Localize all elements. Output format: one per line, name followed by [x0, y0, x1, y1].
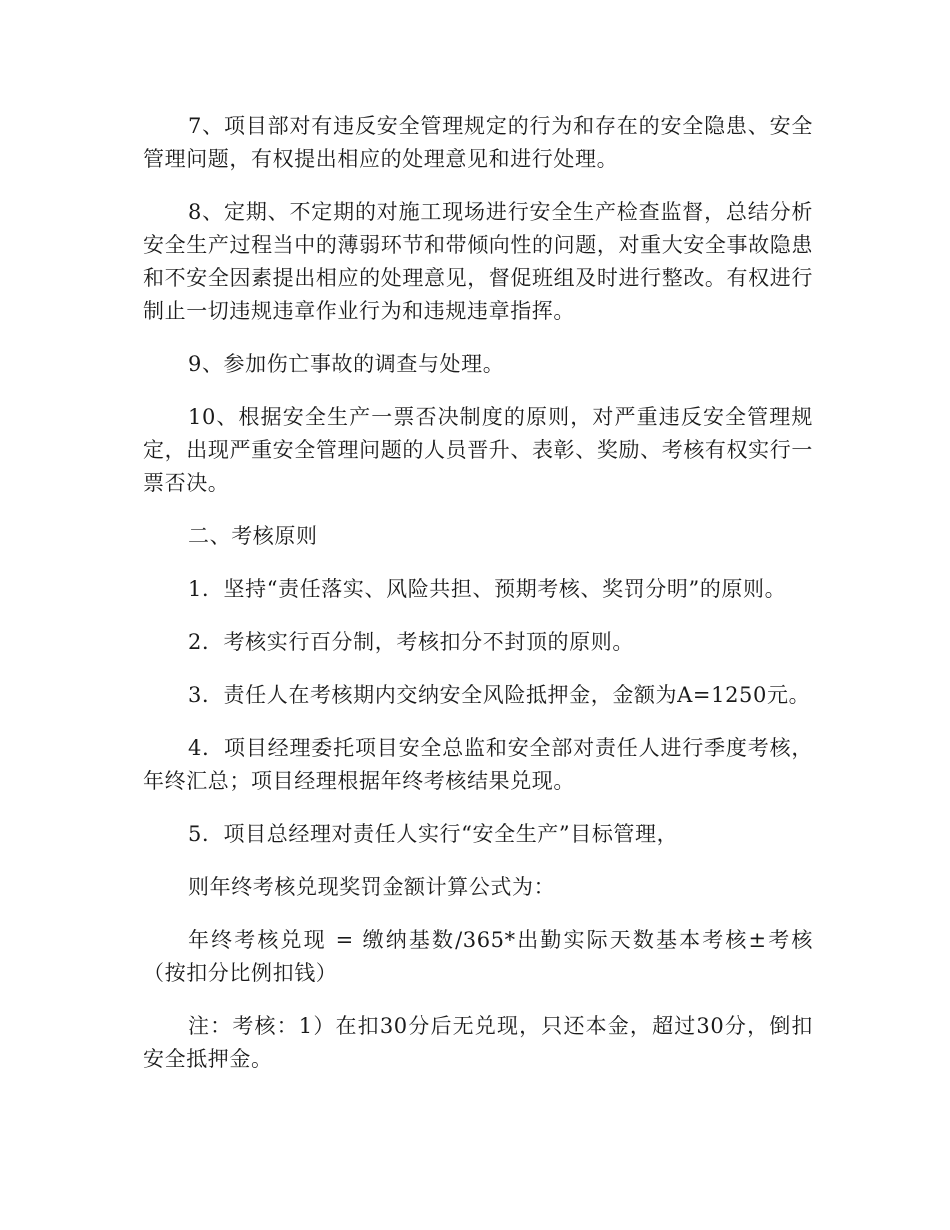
note: 注：考核：1）在扣30分后无兑现，只还本金，超过30分，倒扣安全抵押金。 [143, 1014, 813, 1071]
paragraph-8: 8、定期、不定期的对施工现场进行安全生产检查监督，总结分析安全生产过程当中的薄弱环节和带倾向性的问题，对重大安全事故隐患和不安全因素提出相应的处理意见，督促班组及时进行整改。有权进行制止一切违规违章作业行为和违规违章指挥。 [143, 200, 813, 323]
section-heading-assessment-principles: 二、考核原则 [188, 524, 318, 548]
principle-4: 4．项目经理委托项目安全总监和安全部对责任人进行季度考核，年终汇总；项目经理根据年终考核结果兑现。 [143, 736, 813, 793]
paragraph-7: 7、项目部对有违反安全管理规定的行为和存在的安全隐患、安全管理问题，有权提出相应的处理意见和进行处理。 [143, 114, 813, 171]
principle-1: 1．坚持“责任落实、风险共担、预期考核、奖罚分明”的原则。 [188, 577, 787, 601]
principle-5: 5．项目总经理对责任人实行“安全生产”目标管理， [188, 822, 679, 846]
principle-2: 2．考核实行百分制，考核扣分不封顶的原则。 [188, 630, 634, 654]
formula: 年终考核兑现 = 缴纳基数/365*出勤实际天数基本考核±考核（按扣分比例扣钱） [143, 928, 813, 985]
paragraph-9: 9、参加伤亡事故的调查与处理。 [188, 352, 505, 376]
formula-intro: 则年终考核兑现奖罚金额计算公式为： [188, 875, 556, 899]
paragraph-10: 10、根据安全生产一票否决制度的原则，对严重违反安全管理规定，出现严重安全管理问题的人员晋升、表彰、奖励、考核有权实行一票否决。 [143, 405, 813, 495]
principle-3: 3．责任人在考核期内交纳安全风险抵押金，金额为A=1250元。 [188, 683, 811, 707]
document-page [143, 110, 813, 1096]
